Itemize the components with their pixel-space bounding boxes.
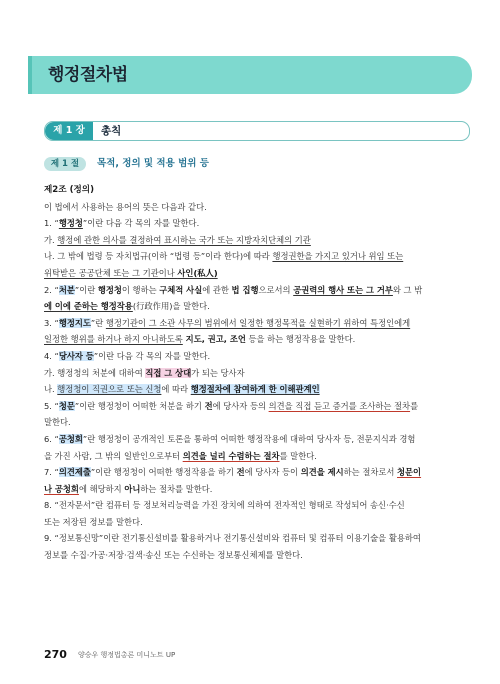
text-segment: ”이란 행정청이 어떠한 처분을 하기 (74, 400, 205, 411)
text-segment: 행정청 (97, 284, 122, 295)
text-line (44, 331, 468, 348)
text-segment: 에 이에 준하는 행정작용 (44, 301, 133, 312)
text-line (44, 398, 468, 415)
text-segment: 1. “ (44, 218, 59, 229)
text-segment: 에 따라 (161, 384, 191, 395)
text-segment: 제2조 (정의) (44, 185, 95, 195)
text-line (44, 547, 468, 564)
text-segment: 일정한 행위를 하거나 하지 아니하도록 (44, 334, 183, 345)
text-line (44, 348, 468, 365)
text-line (44, 431, 468, 448)
text-segment: 아니 (124, 483, 141, 494)
text-segment: 6. “ (44, 433, 59, 444)
text-line (44, 481, 468, 498)
text-segment: 으로서의 (258, 284, 294, 295)
text-line (44, 514, 468, 531)
text-segment: 법 집행 (231, 284, 259, 295)
text-line (44, 265, 468, 282)
text-segment: 등을 하는 행정작용을 말한다. (245, 334, 356, 345)
text-segment: 행정기관이 그 소관 사무의 범위에서 일정한 행정목적을 실현하기 위하여 특정인에게 (105, 317, 411, 328)
article-heading (44, 182, 468, 199)
text-segment: (行政作用)을 말한다. (132, 301, 210, 312)
text-line (44, 215, 468, 232)
text-segment: 8. “전자문서”란 컴퓨터 등 정보처리능력을 가진 장치에 의하여 전자적인 형태로 작성되어 송신·수신 (44, 500, 405, 511)
text-segment: 가 되는 당사자 (191, 367, 245, 378)
text-segment: 행정지도 (58, 317, 91, 328)
text-segment: ”란 행정청이 공개적인 토론을 통하여 어떠한 행정작용에 대하여 당사자 등, 전문지식과 경험 (82, 433, 416, 444)
text-segment: 에 관한 (202, 284, 232, 295)
text-segment: ”이란 다음 각 목의 자를 말한다. (93, 350, 211, 361)
text-segment: 사인(私人) (177, 267, 218, 278)
text-segment: 구체적 사실 (159, 284, 203, 295)
text-segment: 행정에 관한 의사를 결정하여 표시하는 국가 또는 지방자치단체의 기관 (57, 234, 311, 245)
text-segment: 의견을 널리 수렴하는 절차 (182, 450, 280, 461)
text-segment: 나. 그 밖에 법령 등 자치법규(이하 “법령 등”이라 한다)에 따라 (44, 251, 273, 262)
text-segment: 공권력의 행사 또는 그 거부 (293, 284, 393, 295)
text-segment: 전 (236, 467, 245, 478)
text-segment: 정보를 수집·가공·저장·검색·송신 또는 수신하는 정보통신체제를 말한다. (44, 550, 303, 561)
text-segment: 나. (44, 384, 58, 395)
text-segment: 또는 저장된 정보를 말한다. (44, 516, 143, 527)
text-segment: 에 당사자 등의 (212, 400, 269, 411)
text-line (44, 282, 468, 299)
text-line (44, 448, 468, 465)
section-title: 목적, 정의 및 적용 범위 등 (97, 158, 209, 169)
text-line (44, 248, 468, 265)
text-segment: 행정청이 직권으로 또는 신청 (57, 384, 162, 395)
text-segment: 지도, 권고, 조언 (182, 334, 246, 345)
text-segment: 3. “ (44, 317, 59, 328)
text-line (44, 381, 468, 398)
text-segment: 청문 (58, 400, 75, 411)
text-segment: 하는 절차로서 (343, 467, 398, 478)
text-segment: 전 (204, 400, 213, 411)
text-segment: 와 그 밖 (392, 284, 423, 295)
book-title: 양승우 행정법총론 미니노트 UP (78, 651, 176, 659)
text-segment: 가. 행정청의 처분에 대하여 (44, 367, 146, 378)
text-segment: 공청회 (58, 433, 83, 444)
text-segment: 가. (44, 234, 58, 245)
text-line (44, 497, 468, 514)
text-segment: 직접 그 상대 (145, 367, 192, 378)
chapter-number: 제 1 장 (45, 122, 93, 140)
text-segment: 이 법에서 사용하는 용어의 뜻은 다음과 같다. (44, 201, 207, 212)
page-number: 270 (44, 648, 67, 661)
text-segment: 에 해당하지 (78, 483, 125, 494)
text-segment: 말한다. (44, 417, 71, 428)
text-segment: 2. “ (44, 284, 59, 295)
text-segment: 7. “ (44, 467, 59, 478)
text-segment: 당사자 등 (58, 350, 94, 361)
text-segment: 4. “ (44, 350, 59, 361)
text-segment: 9. “정보통신망”이란 전기통신설비를 활용하거나 전기통신설비와 컴퓨터 및 컴퓨터 이용기술을 활용하여 (44, 533, 421, 544)
article-body (44, 182, 468, 564)
text-segment: 의견제출 (58, 467, 91, 478)
text-segment: 의견을 직접 듣고 증거를 조사하는 절차 (268, 400, 411, 411)
chapter-title: 총칙 (101, 125, 122, 137)
text-line (44, 199, 468, 216)
text-segment: 행정권한을 가지고 있거나 위임 또는 (272, 251, 404, 262)
text-segment: ”이란 (74, 284, 98, 295)
text-segment: ”이란 다음 각 목의 자를 말한다. (82, 218, 200, 229)
text-segment: ”란 (90, 317, 106, 328)
text-segment: 행정절차에 참여하게 한 이해관계인 (190, 384, 320, 395)
text-segment: ”이란 행정청이 어떠한 행정작용을 하기 (90, 467, 237, 478)
section-number: 제 1 절 (44, 157, 86, 171)
text-segment: 나 공청회 (44, 483, 79, 494)
page-title: 행정절차법 (48, 65, 128, 85)
text-segment: 을 가진 사람, 그 밖의 일반인으로부터 (44, 450, 183, 461)
text-line (44, 365, 468, 382)
text-line (44, 464, 468, 481)
text-segment: 위탁받은 공공단체 또는 그 기관이나 (44, 267, 178, 278)
text-line (44, 315, 468, 332)
text-segment: 하는 절차를 말한다. (140, 483, 213, 494)
text-segment: 행정청 (58, 218, 83, 229)
text-line (44, 298, 468, 315)
title-band-accent (28, 56, 32, 94)
text-segment: 처분 (58, 284, 75, 295)
text-segment: 청문이 (397, 467, 422, 478)
text-segment: 5. “ (44, 400, 59, 411)
text-line (44, 232, 468, 249)
text-segment: 를 (410, 400, 419, 411)
text-segment: 의견을 제시 (300, 467, 344, 478)
text-segment: 이 행하는 (121, 284, 160, 295)
text-segment: 를 말한다. (279, 450, 317, 461)
text-segment: 에 당사자 등이 (244, 467, 301, 478)
text-line (44, 414, 468, 431)
chapter-header (44, 121, 470, 141)
text-line (44, 530, 468, 547)
